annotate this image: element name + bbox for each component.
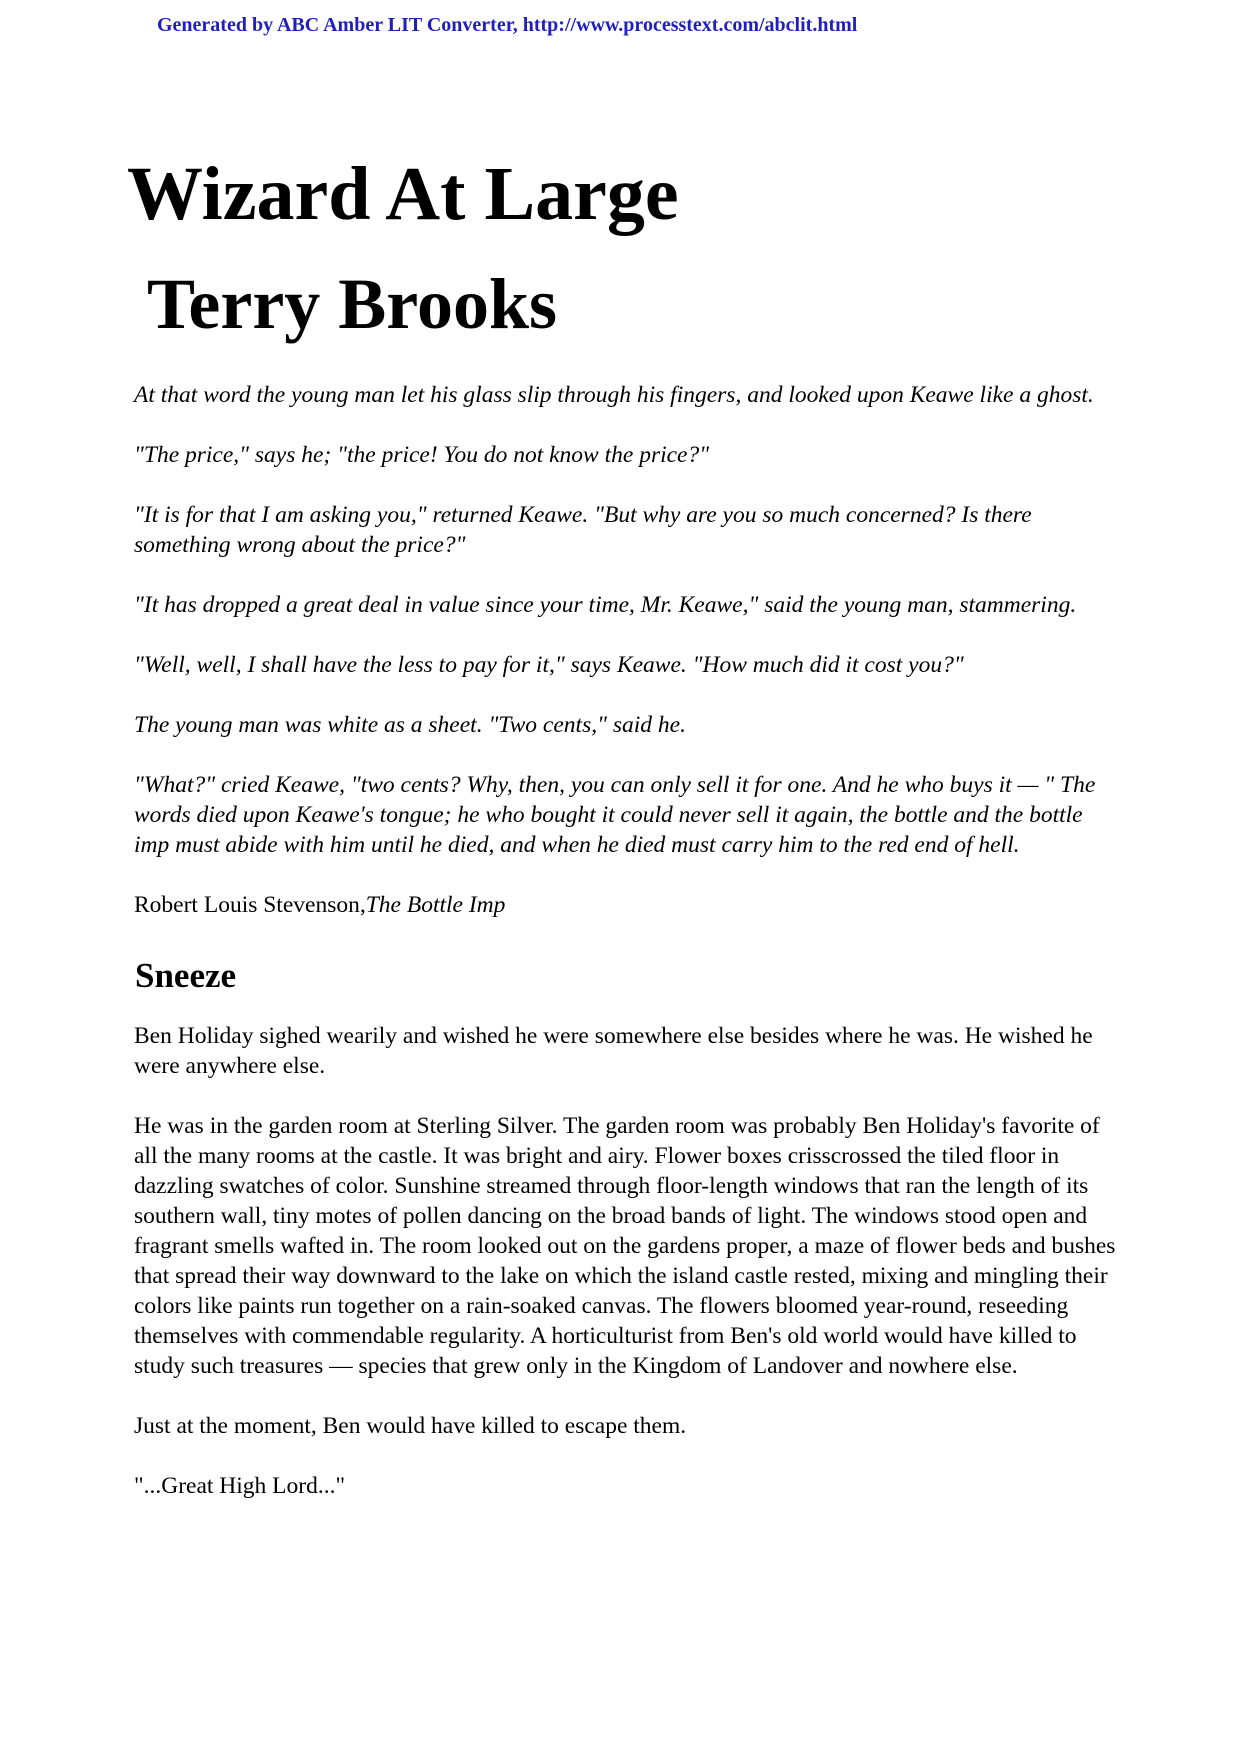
epigraph-paragraph: "It is for that I am asking you," returned Keawe. "But why are you so much concerned? Is there something wrong about the price?" <box>134 502 1032 558</box>
body-paragraph: Just at the moment, Ben would have killed to escape them. <box>134 1413 687 1439</box>
body-paragraph: He was in the garden room at Sterling Silver. The garden room was probably Ben Holiday's favorite of all the many rooms at the castle. It was bright and airy. Flower boxes crisscrossed the tiled floor in dazzling swatches of color. Sunshine streamed through floor-length windows that ran the length of its southern wall, tiny motes of pollen dancing on the broad bands of light. The windows stood open and fragrant smells wafted in. The room looked out on the gardens proper, a maze of flower beds and bushes that spread their way downward to the lake on which the island castle rested, mixing and mingling their colors like paints run together on a rain-soaked canvas. The flowers bloomed year-round, reseeding themselves with commendable regularity. A horticulturist from Ben's old world would have killed to study such treasures — species that grew only in the Kingdom of Landover and nowhere else. <box>134 1113 1116 1379</box>
epigraph-paragraph: "What?" cried Keawe, "two cents? Why, then, you can only sell it for one. And he who buys it — " The words died upon Keawe's tongue; he who bought it could never sell it again, the bottle and the bottle imp must abide with him until he died, and when he died must carry him to the red end of hell. <box>134 772 1096 858</box>
chapter-title: Sneeze <box>135 956 237 995</box>
epigraph-paragraph: "The price," says he; "the price! You do not know the price?" <box>134 442 710 468</box>
book-author: Terry Brooks <box>147 264 558 344</box>
epigraph-paragraph: "It has dropped a great deal in value since your time, Mr. Keawe," said the young man, stammering. <box>134 592 1077 618</box>
epigraph <box>127 380 1122 920</box>
chapter-body <box>127 1021 1122 1501</box>
body-paragraph: Ben Holiday sighed wearily and wished he were somewhere else besides where he was. He wished he were anywhere else. <box>134 1023 1093 1079</box>
attribution-author: Robert Louis Stevenson, <box>134 892 366 918</box>
epigraph-paragraph: "Well, well, I shall have the less to pay for it," says Keawe. "How much did it cost you?" <box>134 652 964 678</box>
epigraph-paragraph: At that word the young man let his glass slip through his fingers, and looked upon Keawe like a ghost. <box>134 382 1094 408</box>
attribution-work: The Bottle Imp <box>365 892 506 918</box>
epigraph-paragraph: The young man was white as a sheet. "Two cents," said he. <box>134 712 686 738</box>
converter-banner: Generated by ABC Amber LIT Converter, http://www.processtext.com/abclit.html <box>157 14 858 36</box>
book-title: Wizard At Large <box>127 152 679 236</box>
epigraph-attribution <box>127 890 1122 920</box>
body-paragraph: "...Great High Lord..." <box>134 1473 346 1499</box>
document-page <box>127 140 1122 1531</box>
